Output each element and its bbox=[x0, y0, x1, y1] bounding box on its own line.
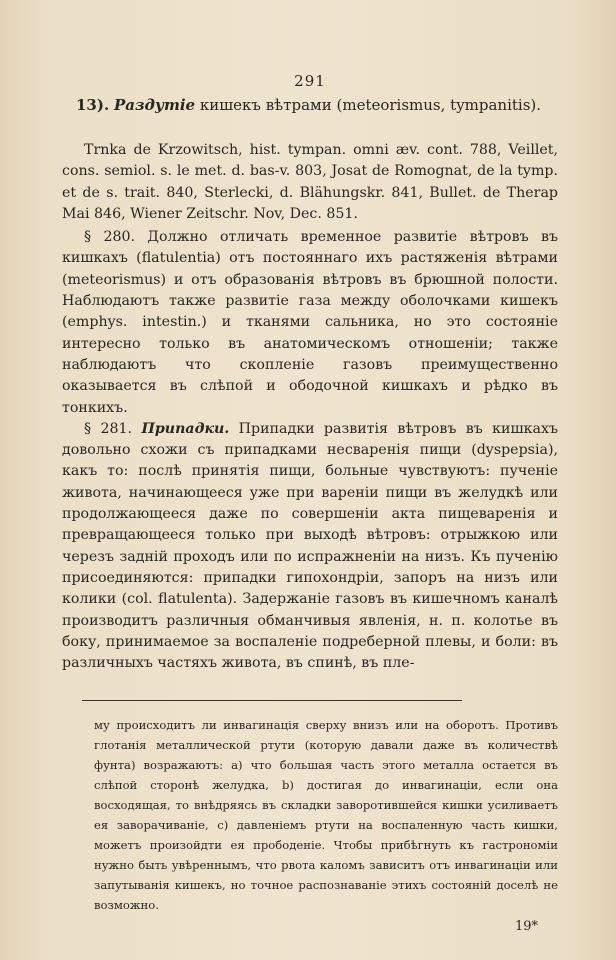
section-heading bbox=[76, 96, 558, 114]
paragraph-280-label: § 280. bbox=[84, 229, 136, 246]
page-number: 291 bbox=[294, 72, 326, 90]
footnote: му происходитъ ли инвагинація сверху внизъ или на оборотъ. Противъ глотанія металлической ртути (которую давали даже въ количествѣ фунта) возражаютъ: а) что большая часть этого металла остается въ слѣпой сторонѣ желудка, b) достигая до инвагинаціи, если она восходящая, то внѣдряясь въ складки заворотившейся кишки усиливаетъ ея заворачиваніе, c) давленіемъ ртути на воспаленную часть кишки, можетъ произойдти ея прободеніе. Чтобы прибѣгнуть къ гастрономіи нужно быть увѣреннымъ, что рвота каломъ зависитъ отъ инвагинаціи или запутыванія кишекъ, но точное распознаваніе этихъ состояній доселѣ не возможно. bbox=[94, 718, 558, 913]
footnote-divider bbox=[82, 700, 462, 701]
heading-title-rest: кишекъ вѣтрами (meteorismus, tympanitis). bbox=[195, 96, 542, 114]
references-paragraph: Trnka de Krzowitsch, hist. tympan. omni æv. cont. 788, Veillet, cons. semiol. s. le met. d. bas-v. 803, Josat de Romognat, de la tymp. et de s. trait. 840, Sterlecki, d. Blähungskr. 841, Bullet. de Therap Mai 846, Wiener Zeitschr. Nov, Dec. 851. bbox=[62, 142, 558, 222]
paragraph-281-label: § 281. bbox=[84, 420, 133, 437]
paragraph-280-text: Должно отличать временное развитіе вѣтровъ въ кишкахъ (flatulentia) отъ постояннаго ихъ растяженія вѣтрами (meteorismus) и отъ образованія вѣтровъ въ брюшной полости. Наблюдаютъ также развитіе газа между оболочками кишекъ (emphys. intestin.) и тканями сальника, но это состояніе интересно только въ анатомическомъ отношеніи; также наблюдаютъ что скопленіе газовъ преимущественно оказывается въ слѣпой и ободочной кишкахъ и рѣдко въ тонкихъ. bbox=[62, 229, 558, 416]
paragraph-281-label-italic: Припадки. bbox=[141, 420, 230, 437]
paragraph-281-text: Припадки развитія вѣтровъ въ кишкахъ довольно схожи съ припадками несваренія пищи (dyspepsia), какъ то: послѣ принятія пищи, больные чувствуютъ: пученіе живота, начинающееся уже при вареніи пищи въ желудкѣ или продолжающееся даже по совершеніи акта пищеваренія и превращающееся только при выходѣ вѣтровъ: отрыжкою или черезъ задній проходъ или по испражненіи на низъ. Къ пученію присоединяются: припадки гипохондріи, запоръ на низъ или колики (col. flatulenta). Задержаніе газовъ въ кишечномъ каналѣ производитъ различныя обманчивыя явленія, н. п. колотье въ боку, принимаемое за воспаленіе подреберной плевы, и боли: въ различныхъ частяхъ живота, въ спинѣ, въ пле- bbox=[62, 420, 558, 672]
printer-signature: 19* bbox=[514, 919, 538, 935]
paragraph-280 bbox=[62, 227, 558, 419]
heading-title-italic: Раздутіе bbox=[113, 96, 196, 114]
heading-number: 13). bbox=[76, 96, 110, 114]
paragraph-281 bbox=[62, 419, 558, 675]
